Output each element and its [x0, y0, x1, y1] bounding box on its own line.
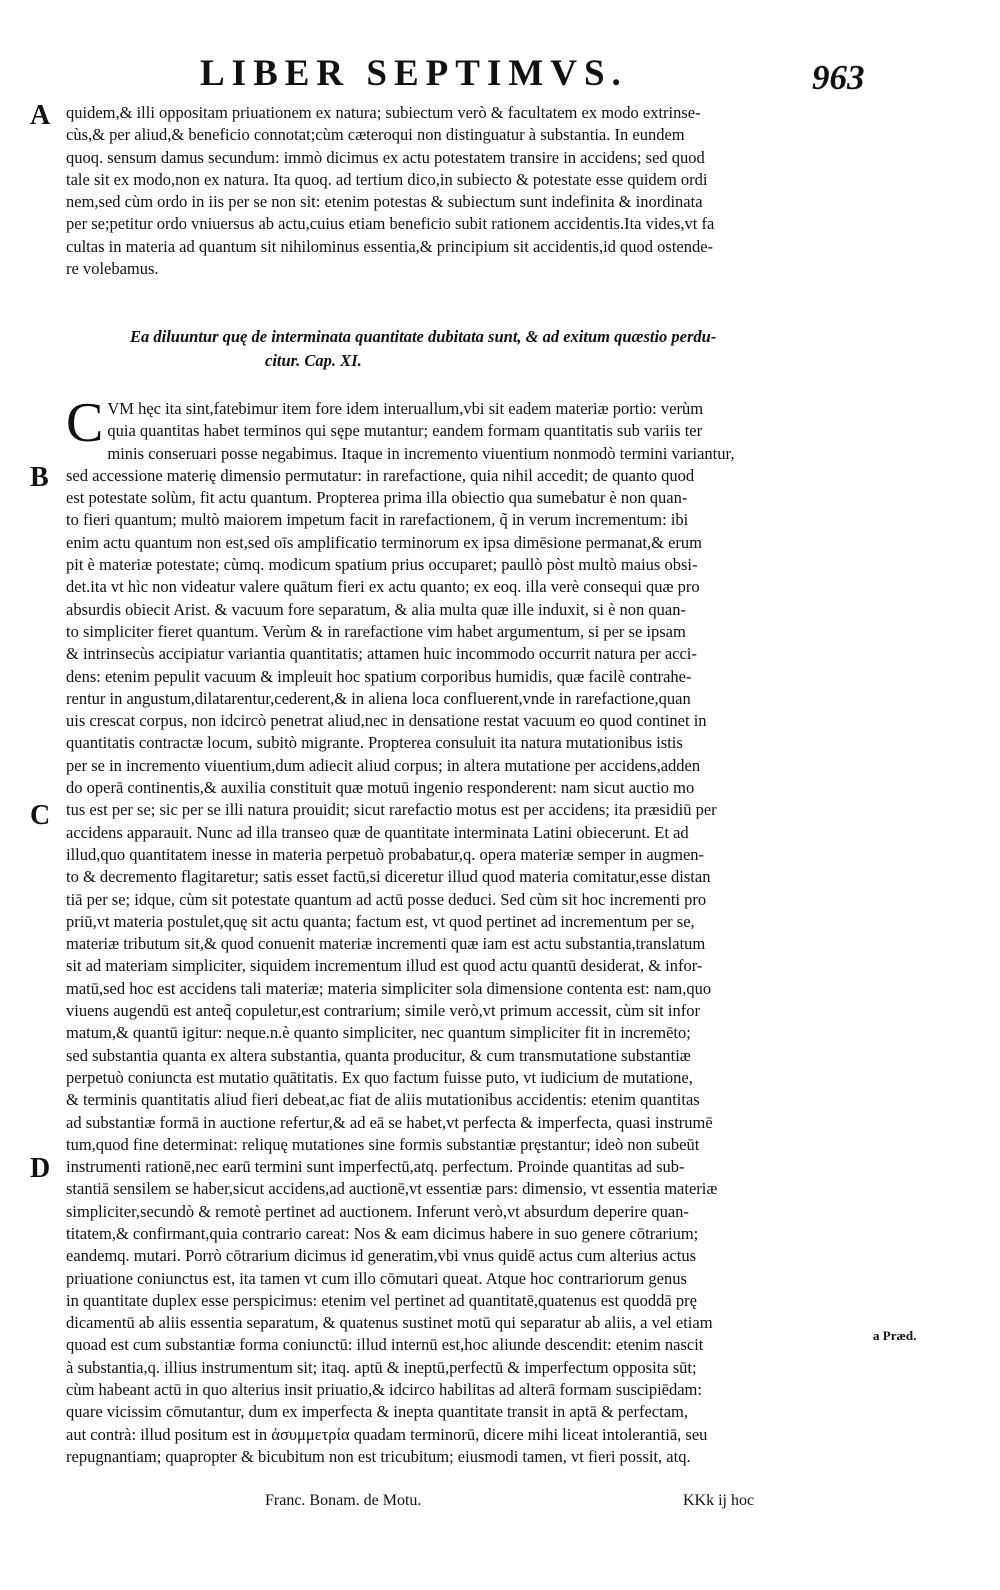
drop-cap: C [66, 392, 104, 454]
main-text-block [66, 392, 866, 1468]
footer-signature-author: Franc. Bonam. de Motu. [265, 1492, 422, 1509]
text-line: quoq. sensum damus secundum: immò dicimus ex actu potestatem transire in accidens; sed quod [66, 147, 705, 167]
text-line: per se in incremento viuentium,dum adiecit aliud corpus; in altera mutatione per accidens,adden [66, 755, 701, 775]
margin-letter-d: D [30, 1153, 51, 1184]
text-line: materiæ tributum sit,& quod conuenit materiæ incrementi quæ iam est actu substantia,translatum [66, 934, 706, 954]
margin-letter-a: A [30, 100, 51, 131]
text-line: sed substantia quanta ex altera substantia, quanta producitur, & cum transmutatione substantiæ [66, 1045, 691, 1065]
text-line: tum,quod fine determinat: reliquę mutationes sine formis substantiæ pręstantur; ideò non subeūt [66, 1134, 700, 1154]
text-line: enim actu quantum non est,sed oīs amplificatio terminorum ex ipsa dimēsione permanat,& erum [66, 532, 703, 552]
side-note: a Præd. [873, 1328, 917, 1343]
text-line: minis conseruari posse negabimus. Itaque in incremento viuentium nonmodò termini variantur, [107, 443, 735, 463]
text-line: per se;petitur ordo vniuersus ab actu,cuius etiam beneficio subit rationem accidentis.Ita vides,vt fa [66, 214, 715, 234]
text-line: stantiā sensilem se haber,sicut accidens,ad auctionē,vt essentiæ pars: dimensio, vt essentia materiæ [66, 1179, 718, 1199]
text-line: in quantitate duplex esse perspicimus: etenim vel pertinet ad quantitatē,quatenus est quoddā prę [66, 1290, 697, 1310]
text-line: tus est per se; sic per se illi natura prouidit; sicut rarefactio motus est per accidens; ita præsidiū per [66, 800, 717, 820]
text-line: accidens apparauit. Nunc ad illa transeo quæ de quantitate interminata Latini obiecerunt. Et ad [66, 822, 689, 842]
text-line: pit è materiæ potestate; cùmq. modicum spatium prius occuparet; paullò pòst multò maius obsi- [66, 555, 698, 575]
text-line: instrumenti rationē,nec earū termini sunt imperfectū,atq. perfectum. Proinde quantitas ad sub- [66, 1157, 685, 1177]
text-line: quantitatis contractæ locum, subitò migrante. Propterea consuluit ita natura mutationibus istis [66, 733, 683, 753]
page-number: 963 [812, 58, 865, 97]
text-line: quia quantitas habet terminos qui sępe mutantur; eandem formam quantitatis sub variis ter [107, 421, 703, 441]
chapter-title-line-2: citur. Cap. XI. [265, 351, 362, 370]
text-line: viuens augendū est anteq̃ copuletur,est contrarium; simile verò,vt primum accessit, cùm sit infor [66, 1001, 700, 1021]
text-line: dens: etenim pepulit vacuum & impleuit hoc spatium corporibus humidis, quæ facilè contrahe- [66, 666, 692, 686]
chapter-title-line-1: Ea diluuntur quę de interminata quantitate dubitata sunt, & ad exitum quæstio perdu- [130, 327, 717, 346]
text-line: nem,sed cùm ordo in iis per se non sit: etenim potestas & subiectum sunt indefinita & inordinata [66, 192, 703, 212]
text-line: quoad est cum substantiæ forma coniunctū: illud internū est,hoc aliunde descendit: etenim nascit [66, 1335, 704, 1355]
text-line: titatem,& confirmant,quia contrario careat: Nos & eam dicimus habere in suo genere cōtrarium; [66, 1223, 699, 1243]
text-line: priuatione coniunctus est, ita tamen vt cum illo cōmutari queat. Atque hoc contrariorum genus [66, 1268, 687, 1288]
text-line: quare vicissim cōmutantur, dum ex imperfecta & inepta quantitate transit in aptā & perfectam, [66, 1402, 688, 1422]
text-line: sed accessione materię dimensio permutatur: in rarefactione, quia nihil accedit; de quanto quod [66, 465, 695, 485]
text-line: to fieri quantum; multò maiorem impetum facit in rarefactionem, q̃ in verum incrementum: ibi [66, 510, 689, 530]
text-line: tiā per se; idque, cùm sit potestate quantum ad actū posse deduci. Sed cùm sit hoc incrementi pro [66, 889, 707, 909]
text-line: & intrinsecùs accipiatur variantia quantitatis; attamen huic incommodo occurrit natura per acci- [66, 644, 697, 664]
text-line: uis crescat corpus, non idcircò penetrat aliud,nec in densatione restat vacuum eo quod continet in [66, 711, 707, 731]
text-line: to simpliciter fieret quantum. Verùm & in rarefactione vim habet argumentum, si per se ipsam [66, 621, 686, 641]
text-line: det.ita vt hìc non videatur valere quātum fieri ex actu quanto; ex eoq. illa verè consequi quæ pro [66, 577, 700, 597]
text-line: VM hęc ita sint,fatebimur item fore idem interuallum,vbi sit eadem materiæ portio: verùm [107, 399, 704, 418]
text-line: cùs,& per aliud,& beneficio connotat;cùm cæteroqui non distinguatur à substantia. In eundem [66, 125, 685, 145]
text-line: aut contrà: illud positum est in ἀσυμμετρία quadam terminorū, dicere mihi liceat intolerantiā, seu [66, 1424, 708, 1444]
text-line: à substantia,q. illius instrumentum sit; itaq. aptū & ineptū,perfectū & imperfectum opposita sūt; [66, 1357, 697, 1377]
text-line: absurdis obiecit Arist. & vacuum fore separatum, & alia multa quæ ille induxit, si è non quan- [66, 599, 686, 619]
running-header: LIBER SEPTIMVS. [200, 53, 628, 94]
text-line: est potestate solùm, fit actu quantum. Propterea prima illa obiectio qua sumebatur è non quan- [66, 488, 688, 508]
margin-letter-c: C [30, 800, 51, 831]
text-line: cultas in materia ad quantum sit nihilominus essentia,& principium sit accidentis,id quod ostende- [66, 236, 714, 256]
top-text-block [66, 102, 866, 280]
chapter-title [130, 325, 830, 373]
text-line: illud,quo quantitatem inesse in materia perpetuò probabatur,q. opera materiæ semper in augmen- [66, 844, 705, 864]
text-line: ad substantiæ formā in auctione refertur,& ad eā se habet,vt perfecta & imperfecta, quasi instrumē [66, 1112, 713, 1132]
text-line: quidem,& illi oppositam priuationem ex natura; subiectum verò & facultatem ex modo extrinse- [66, 103, 701, 122]
text-line: rentur in angustum,dilatarentur,cederent,& in aliena loca confluerent,vnde in rarefactione,quan [66, 688, 691, 708]
text-line: do operā continentis,& auxilia constituit quæ motuū ingenio responderent: nam sicut auctio mo [66, 778, 695, 798]
text-line: re volebamus. [66, 259, 159, 279]
text-line: priū,vt materia postulet,quę sit actu quanta; factum est, vt quod pertinet ad incrementum per se, [66, 911, 695, 931]
text-line: to & decremento flagitaretur; satis esset factū,si diceretur illud quod materia comitatur,esse distan [66, 867, 711, 887]
text-line: dicamentū ab aliis essentia separatum, & quatenus sustinet motū qui separatur ab aliis, a vel etiam [66, 1313, 713, 1333]
text-line: perpetuò coniuncta est mutatio quātitatis. Ex quo factum fuisse puto, vt iudicium de mutatione, [66, 1067, 693, 1087]
text-line: matum,& quantū igitur: neque.n.è quanto simpliciter, nec quantum simpliciter fit in incremēto; [66, 1023, 691, 1043]
margin-letter-b: B [30, 462, 49, 493]
text-line: tale sit ex modo,non ex natura. Ita quoq. ad tertium dico,in subiecto & potestate esse quidem ordi [66, 169, 708, 189]
text-line: eandemq. mutari. Porrò cōtrarium dicimus id generatim,vbi vnus quidē actus cum alterius actus [66, 1246, 697, 1266]
text-line: simpliciter,secundò & remotè pertinet ad auctionem. Inferunt verò,vt absurdum deperire quan- [66, 1201, 689, 1221]
text-line: & terminis quantitatis aliud fieri debeat,ac fiat de aliis mutationibus accidentis: etenim quantitas [66, 1090, 700, 1110]
footer-signature-mark: KKk ij hoc [683, 1492, 755, 1509]
text-line: repugnantiam; quapropter & bicubitum non est tricubitum; eiusmodi tamen, vt fieri possit, atq. [66, 1446, 691, 1466]
text-line: sit ad materiam simpliciter, siquidem incrementum illud est quod actu quantū desiderat, & infor- [66, 956, 703, 976]
text-line: matū,sed hoc est accidens tali materiæ; materia simpliciter sola dimensione contenta est: nam,quo [66, 978, 712, 998]
text-line: cùm habeant actū in quo alterius insit priuatio,& idcirco habilitas ad alterā formam suscipiēdam: [66, 1380, 702, 1400]
